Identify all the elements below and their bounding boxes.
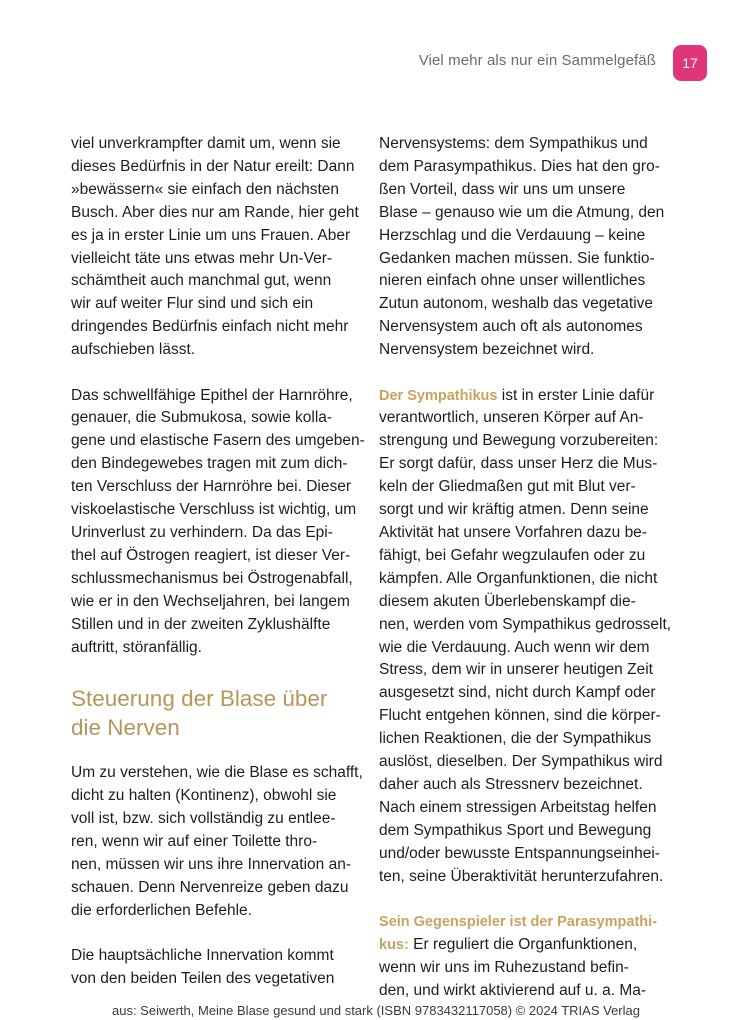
text-line: schämtheit auch manchmal gut, wenn: [71, 272, 332, 290]
text-line: auftritt, störanfällig.: [71, 638, 202, 656]
text-line: genauer, die Submukosa, sowie kolla-: [71, 409, 333, 427]
text-line: Zutun autonom, weshalb das vegetative: [379, 295, 654, 313]
right-text-column: [379, 133, 672, 1003]
paragraph: [71, 945, 361, 991]
text-line: viskoelastische Verschluss ist wichtig, um: [71, 501, 357, 519]
text-line: ten Verschluss der Harnröhre bei. Dieser: [71, 478, 351, 496]
text-line: Stress, dem wir in unserer heutigen Zeit: [379, 661, 653, 679]
text-line: voll ist, bzw. sich vollständig zu entlee-: [71, 810, 336, 828]
paragraph-sympathikus: [379, 385, 672, 889]
text-line: den Bindegewebes tragen mit zum dich-: [71, 455, 348, 473]
text-line: nen, müssen wir uns ihre Innervation an-: [71, 856, 352, 874]
text-line: die erforderlichen Befehle.: [71, 901, 252, 919]
text-line: Nach einem stressigen Arbeitstag helfen: [379, 798, 657, 816]
text-line: Stillen und in der zweiten Zyklushälfte: [71, 615, 331, 633]
text-line: »bewässern« sie einfach den nächsten: [71, 180, 339, 198]
lead-in-term: kus:: [379, 936, 409, 953]
paragraph: [71, 133, 361, 362]
text-line: Die hauptsächliche Innervation kommt: [71, 947, 334, 965]
text-line: kämpfen. Alle Organfunktionen, die nicht: [379, 569, 658, 587]
text-line: thel auf Östrogen reagiert, ist dieser Ver-: [71, 546, 351, 564]
text-line: ausgesetzt sind, nicht durch Kampf oder: [379, 684, 656, 702]
text-line: Urinverlust zu verhindern. Da das Epi-: [71, 524, 333, 541]
text-line: sorgt und wir kräftig atmen. Denn seine: [379, 501, 649, 519]
text-line: vielleicht täte uns etwas mehr Un-Ver-: [71, 249, 333, 267]
text-line: dem Sympathikus Sport und Bewegung: [379, 821, 652, 839]
text-line: ten, seine Überaktivität herunterzufahren.: [379, 867, 664, 885]
text-line: Herzschlag und die Verdauung – keine: [379, 226, 646, 244]
text-line: verantwortlich, unseren Körper auf An-: [379, 409, 644, 427]
text-line: dieses Bedürfnis in der Natur ereilt: Dann: [71, 157, 355, 175]
text-line: Aktivität hat unsere Vorfahren dazu be-: [379, 524, 647, 541]
running-header-title: Viel mehr als nur ein Sammelgefäß: [418, 52, 656, 69]
text-line: Nervensystem bezeichnet wird.: [379, 341, 595, 359]
text-line: Blase – genauso wie um die Atmung, den: [379, 203, 665, 221]
lead-in-term: Der Sympathikus: [379, 387, 498, 404]
text-line: Busch. Aber dies nur am Rande, hier geht: [71, 203, 359, 221]
text-line: Flucht entgehen können, sind die körper-: [379, 707, 661, 725]
copyright-footer: aus: Seiwerth, Meine Blase gesund und stark (ISBN 9783432117058) © 2024 TRIAS Verlag: [112, 1003, 640, 1018]
heading-line: Steuerung der Blase über: [71, 686, 328, 712]
text-line: strengung und Bewegung vorzubereiten:: [379, 432, 659, 450]
text-line: den, und wirkt aktivierend auf u. a. Ma-: [379, 981, 647, 999]
text-line: diesem akuten Überlebenskampf die-: [379, 592, 636, 610]
text-line: auslöst, dieselben. Der Sympathikus wird: [379, 753, 663, 771]
text-line: gene und elastische Fasern des umgeben-: [71, 432, 365, 450]
text-line: [379, 385, 661, 408]
text-line: schlussmechanismus bei Östrogenabfall,: [71, 569, 353, 587]
text-line: [379, 934, 661, 957]
text-line: es ja in erster Linie um uns Frauen. Aber: [71, 226, 351, 244]
text-line: nieren einfach ohne unser willentliches: [379, 272, 646, 290]
text-line: keln der Gliedmaßen gut mit Blut ver-: [379, 478, 636, 496]
text-line: dicht zu halten (Kontinenz), obwohl sie: [71, 787, 337, 805]
paragraph: [71, 762, 361, 922]
text-line: dringendes Bedürfnis einfach nicht mehr: [71, 318, 349, 336]
text-line: wir auf weiter Flur sind und sich ein: [71, 295, 314, 313]
text-line: wie er in den Wechseljahren, bei langem: [71, 592, 350, 610]
text-line: Nervensystems: dem Sympathikus und: [379, 135, 648, 152]
text-line: Das schwellfähige Epithel der Harnröhre,: [71, 386, 353, 404]
text-line: fähigt, bei Gefahr wegzulaufen oder zu: [379, 546, 646, 564]
text-line: ren, wenn wir auf einer Toilette thro-: [71, 833, 318, 851]
heading-line: die Nerven: [71, 715, 180, 741]
lead-line-rest: ist in erster Linie dafür: [497, 386, 655, 404]
text-line: und/oder bewusste Entspannungseinhei-: [379, 844, 660, 862]
text-line: ßen Vorteil, dass wir uns um unsere: [379, 180, 626, 198]
text-line: wenn wir uns im Ruhezustand befin-: [379, 958, 629, 976]
text-line: daher auch als Stressnerv bezeichnet.: [379, 775, 643, 793]
section-heading: [71, 684, 361, 742]
text-line: dem Parasympathikus. Dies hat den gro-: [379, 157, 660, 175]
text-line: schauen. Denn Nervenreize geben dazu: [71, 878, 349, 896]
text-line: Um zu verstehen, wie die Blase es schafft,: [71, 764, 363, 782]
lead-in-term: Sein Gegenspieler ist der Parasympathi-: [379, 914, 658, 930]
paragraph: [379, 133, 665, 362]
text-line: lichen Reaktionen, die der Sympathikus: [379, 730, 652, 748]
text-line: Gedanken machen müssen. Sie funktio-: [379, 249, 655, 267]
left-text-column: [71, 133, 365, 991]
lead-line-rest: Er reguliert die Organfunktionen,: [408, 935, 638, 953]
text-line: Er sorgt dafür, dass unser Herz die Mus-: [379, 455, 658, 473]
text-line: aufschieben lässt.: [71, 341, 196, 359]
text-line: viel unverkrampfter damit um, wenn sie: [71, 135, 341, 152]
paragraph: [71, 385, 365, 660]
paragraph-parasympathikus: [379, 911, 661, 1003]
text-line: Nervensystem auch oft als autonomes: [379, 318, 643, 336]
page-number-badge: 17: [673, 45, 707, 81]
text-line: von den beiden Teilen des vegetativen: [71, 970, 335, 988]
text-line: nen, werden vom Sympathikus gedrosselt,: [379, 615, 672, 633]
text-line: wie die Verdauung. Auch wenn wir dem: [379, 638, 650, 656]
